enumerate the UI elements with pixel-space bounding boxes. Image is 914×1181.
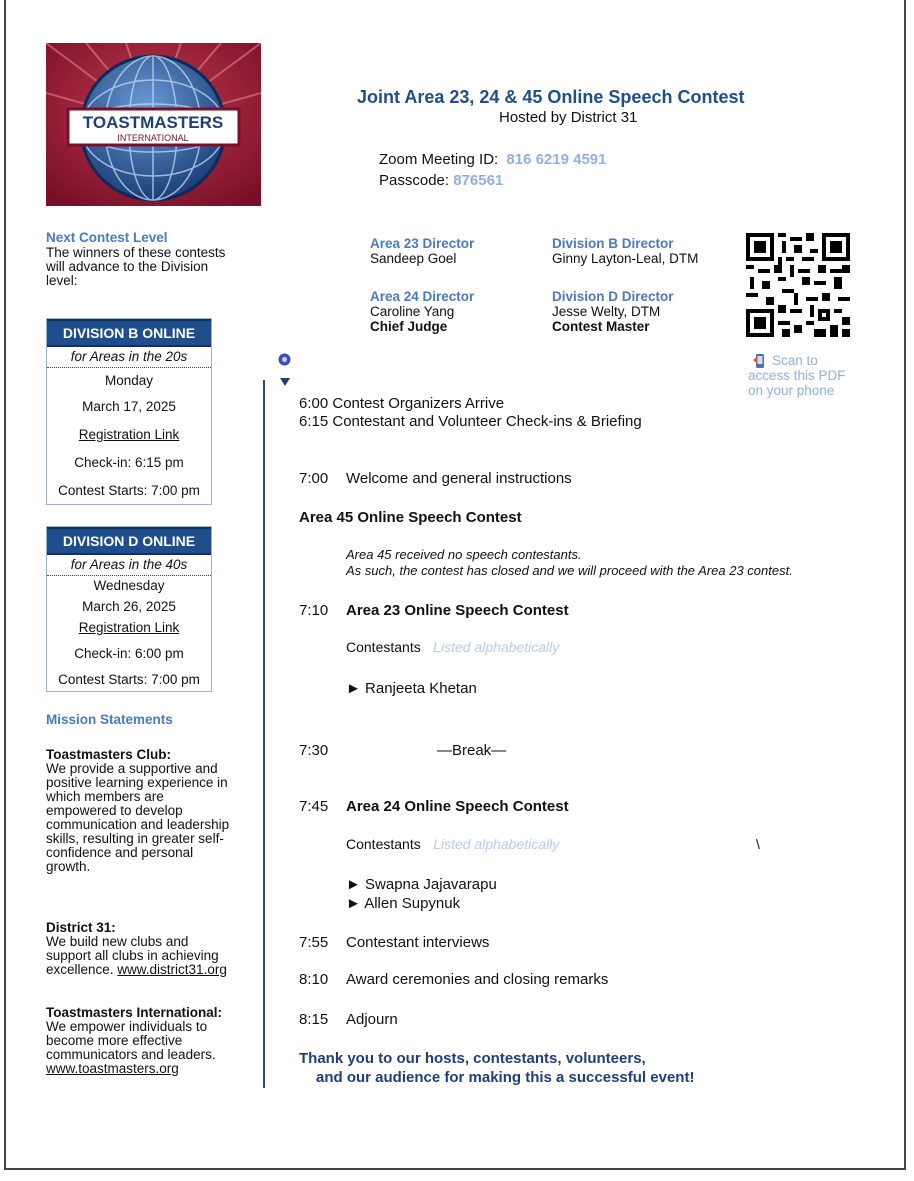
adjourn-text: Adjourn bbox=[346, 1011, 398, 1028]
mission-line: communication and leadership bbox=[46, 817, 230, 832]
awards-time: 8:10 bbox=[299, 971, 329, 988]
division-d-registration-link[interactable]: Registration Link bbox=[78, 620, 180, 635]
timeline-marker-graphic bbox=[278, 353, 291, 366]
mission-line: support all clubs in achieving bbox=[46, 948, 219, 963]
next-level-line: level: bbox=[46, 273, 78, 288]
contestants-label: Contestants bbox=[346, 639, 421, 655]
division-d-title: DIVISION D ONLINE bbox=[47, 527, 211, 555]
passcode-label: Passcode: bbox=[379, 172, 450, 189]
area23-director bbox=[370, 236, 474, 266]
district31-link[interactable]: www.district31.org bbox=[117, 962, 227, 977]
division-d-date: March 26, 2025 bbox=[82, 599, 176, 614]
zoom-meeting bbox=[379, 151, 607, 169]
mission-line: positive learning experience in bbox=[46, 775, 228, 790]
division-b-box bbox=[46, 318, 212, 505]
mission-line: growth. bbox=[46, 859, 91, 874]
interviews-text: Contestant interviews bbox=[346, 934, 490, 951]
mission-line: skills, resulting in greater self- bbox=[46, 831, 224, 846]
division-d-day: Wednesday bbox=[93, 578, 165, 593]
mission-heading: Mission Statements bbox=[46, 712, 173, 727]
area24-director bbox=[370, 289, 474, 334]
next-level-line: will advance to the Division bbox=[46, 259, 209, 274]
passcode-value[interactable]: 876561 bbox=[453, 172, 504, 189]
divd-director-name: Jesse Welty, DTM bbox=[552, 304, 661, 319]
area24-title: Area 24 Online Speech Contest bbox=[346, 798, 569, 815]
welcome-time: 7:00 bbox=[299, 470, 329, 487]
mission-line: communicators and leaders. bbox=[46, 1047, 216, 1062]
break-time: 7:30 bbox=[299, 742, 329, 759]
break-label: —Break— bbox=[437, 742, 507, 759]
area45-note-2: As such, the contest has closed and we will proceed with the Area 23 contest. bbox=[346, 563, 793, 578]
toastmasters-logo bbox=[46, 43, 261, 206]
division-d-subtitle: for Areas in the 40s bbox=[47, 555, 211, 576]
area23-director-name: Sandeep Goel bbox=[370, 251, 457, 266]
timeline-arrow-graphic bbox=[279, 377, 291, 387]
division-b-title: DIVISION B ONLINE bbox=[47, 319, 211, 347]
divb-director-name: Ginny Layton-Leal, DTM bbox=[552, 251, 699, 266]
next-level-text bbox=[46, 246, 225, 288]
logo-graphic bbox=[46, 43, 261, 206]
arrow-icon: ► bbox=[346, 895, 361, 912]
divb-director bbox=[552, 236, 698, 266]
division-b-checkin: Check-in: 6:15 pm bbox=[74, 455, 184, 470]
area24-contestant bbox=[346, 876, 497, 893]
mission-line: We provide a supportive and bbox=[46, 761, 218, 776]
contestant-name: Allen Supynuk bbox=[364, 895, 461, 912]
area24-director-title: Area 24 Director bbox=[370, 289, 475, 304]
area23-director-title: Area 23 Director bbox=[370, 236, 475, 251]
mission-line: We empower individuals to bbox=[46, 1019, 208, 1034]
mission-line: excellence. bbox=[46, 962, 118, 977]
mission-club bbox=[46, 748, 256, 874]
area24-time: 7:45 bbox=[299, 798, 329, 815]
contestant-name: Ranjeeta Khetan bbox=[365, 680, 477, 697]
area45-title: Area 45 Online Speech Contest bbox=[299, 509, 522, 526]
stray-backslash: \ bbox=[756, 836, 760, 852]
schedule-arrive: 6:00 Contest Organizers Arrive bbox=[299, 395, 505, 412]
listed-alpha-note: Listed alphabetically bbox=[433, 836, 560, 852]
thanks-line-1: Thank you to our hosts, contestants, volunteers, bbox=[299, 1050, 646, 1067]
divd-director-role: Contest Master bbox=[552, 319, 650, 334]
scan-line: access this PDF bbox=[748, 368, 846, 383]
division-d-starts: Contest Starts: 7:00 pm bbox=[58, 672, 200, 687]
mission-line: which members are bbox=[46, 789, 164, 804]
passcode bbox=[379, 172, 503, 190]
divb-director-title: Division B Director bbox=[552, 236, 674, 251]
zoom-label: Zoom Meeting ID: bbox=[379, 151, 499, 168]
logo-text-1: TOASTMASTERS bbox=[82, 113, 224, 132]
hosted-by: Hosted by District 31 bbox=[499, 109, 638, 126]
arrow-icon: ► bbox=[346, 876, 361, 893]
mission-district bbox=[46, 921, 256, 977]
division-d-checkin: Check-in: 6:00 pm bbox=[74, 646, 184, 661]
schedule-checkins: 6:15 Contestant and Volunteer Check-ins & Briefing bbox=[299, 413, 642, 430]
area24-contestant bbox=[346, 895, 460, 912]
division-b-starts: Contest Starts: 7:00 pm bbox=[58, 483, 200, 498]
toastmasters-link[interactable]: www.toastmasters.org bbox=[46, 1061, 179, 1076]
adjourn-time: 8:15 bbox=[299, 1011, 329, 1028]
area23-contestants-header bbox=[346, 639, 559, 657]
contestants-label: Contestants bbox=[346, 836, 421, 852]
area24-director-role: Chief Judge bbox=[370, 319, 448, 334]
contestant-name: Swapna Jajavarapu bbox=[365, 876, 497, 893]
area24-director-name: Caroline Yang bbox=[370, 304, 455, 319]
mission-line: become more effective bbox=[46, 1033, 183, 1048]
interviews-time: 7:55 bbox=[299, 934, 329, 951]
arrow-icon: ► bbox=[346, 680, 361, 697]
thanks-line-2: and our audience for making this a successful event! bbox=[316, 1069, 695, 1086]
mission-line: empowered to develop bbox=[46, 803, 183, 818]
scan-line: Scan to bbox=[772, 353, 818, 368]
next-level-line: The winners of these contests bbox=[46, 245, 226, 260]
area24-contestants-header bbox=[346, 836, 559, 854]
area23-time: 7:10 bbox=[299, 602, 329, 619]
mission-line: confidence and personal bbox=[46, 845, 194, 860]
scan-line: on your phone bbox=[748, 383, 835, 398]
divd-director bbox=[552, 289, 674, 334]
timeline-marker-icon bbox=[278, 353, 291, 366]
area23-contestant bbox=[346, 680, 477, 697]
qr-code[interactable] bbox=[746, 233, 850, 337]
timeline-arrow-icon bbox=[279, 374, 291, 384]
awards-text: Award ceremonies and closing remarks bbox=[346, 971, 609, 988]
qr-code-graphic bbox=[746, 233, 850, 337]
mission-international-title: Toastmasters International: bbox=[46, 1005, 223, 1020]
timeline-line bbox=[263, 380, 265, 1088]
divd-director-title: Division D Director bbox=[552, 289, 674, 304]
mission-international bbox=[46, 1006, 256, 1076]
scan-text bbox=[748, 353, 868, 398]
area23-title: Area 23 Online Speech Contest bbox=[346, 602, 569, 619]
area45-note-1: Area 45 received no speech contestants. bbox=[346, 547, 582, 562]
division-b-day: Monday bbox=[104, 373, 154, 388]
division-b-date: March 17, 2025 bbox=[82, 399, 176, 414]
zoom-id[interactable]: 816 6219 4591 bbox=[506, 151, 607, 168]
division-b-subtitle: for Areas in the 20s bbox=[47, 347, 211, 368]
division-b-registration-link[interactable]: Registration Link bbox=[78, 427, 180, 442]
mission-club-title: Toastmasters Club: bbox=[46, 747, 172, 762]
mission-line: We build new clubs and bbox=[46, 934, 189, 949]
listed-alpha-note: Listed alphabetically bbox=[433, 639, 560, 655]
page-title: Joint Area 23, 24 & 45 Online Speech Contest bbox=[357, 87, 745, 107]
logo-text-2: INTERNATIONAL bbox=[117, 133, 189, 143]
division-d-box bbox=[46, 526, 212, 692]
mission-district-title: District 31: bbox=[46, 920, 116, 935]
next-level-heading: Next Contest Level bbox=[46, 230, 168, 245]
welcome-text: Welcome and general instructions bbox=[346, 470, 572, 487]
